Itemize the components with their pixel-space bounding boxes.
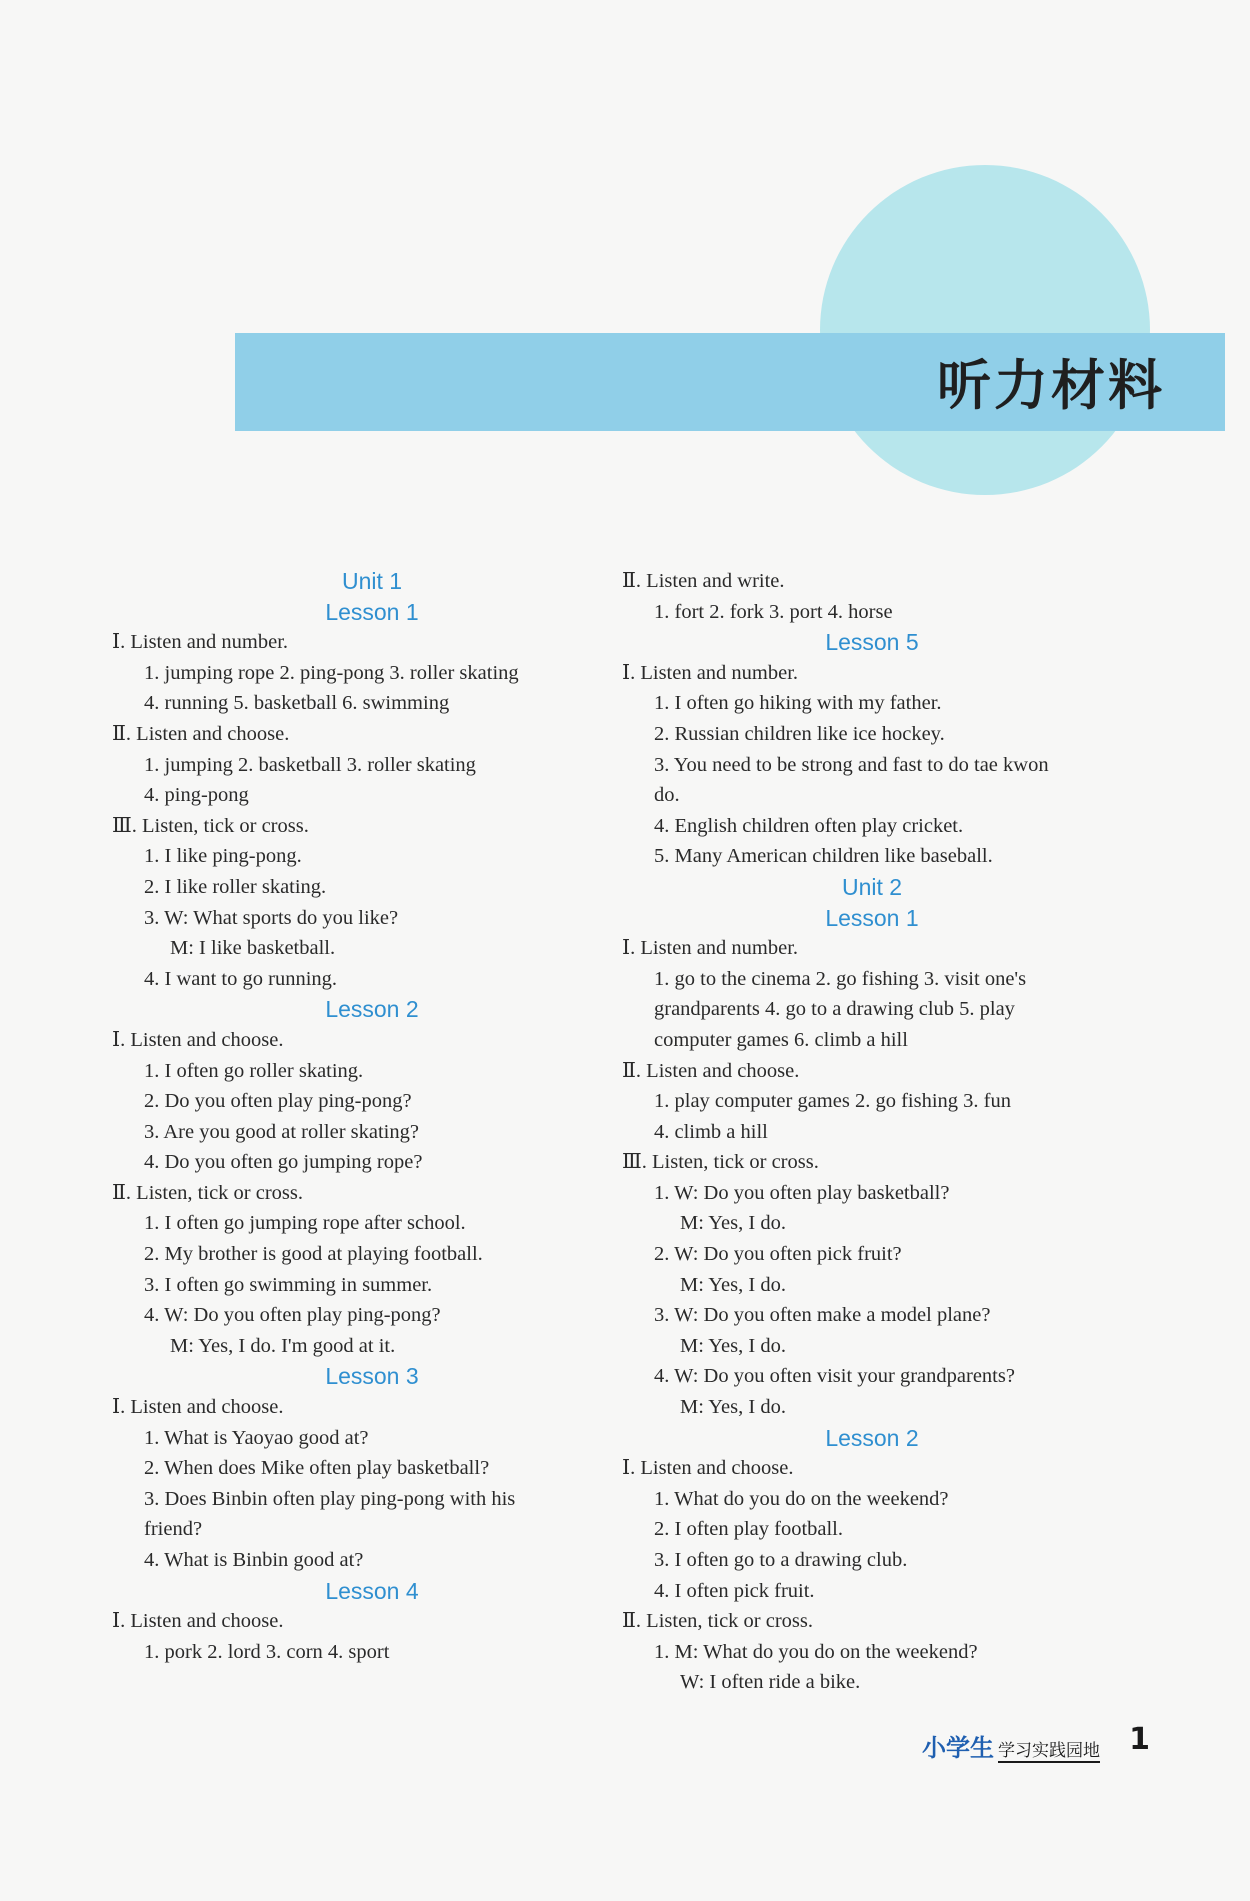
section-heading: Ⅰ. Listen and number. <box>112 631 289 654</box>
text-line: 4. English children often play cricket. <box>654 814 964 837</box>
text-line: 1. pork 2. lord 3. corn 4. sport <box>144 1640 390 1663</box>
text-line: friend? <box>144 1518 203 1541</box>
text-line: 2. I like roller skating. <box>144 875 327 898</box>
lesson-heading: Unit 2 <box>841 873 903 900</box>
text-line: 1. M: What do you do on the weekend? <box>654 1640 978 1663</box>
text-line: M: Yes, I do. I'm good at it. <box>170 1334 396 1357</box>
text-line: 1. I often go hiking with my father. <box>654 692 942 715</box>
lesson-heading: Lesson 4 <box>325 1577 419 1604</box>
left-column <box>112 566 632 1667</box>
text-line: 3. W: What sports do you like? <box>144 906 399 929</box>
text-line: 3. Are you good at roller skating? <box>144 1120 419 1143</box>
section-heading: Ⅱ. Listen and write. <box>622 570 785 592</box>
text-line: M: Yes, I do. <box>680 1334 786 1357</box>
lesson-heading: Lesson 3 <box>325 1363 419 1390</box>
lesson-heading: Lesson 1 <box>825 904 919 931</box>
text-line: 1. I like ping-pong. <box>144 845 302 868</box>
text-line: 1. play computer games 2. go fishing 3. fun <box>654 1090 1011 1113</box>
text-line: 1. jumping rope 2. ping-pong 3. roller skating <box>144 661 519 684</box>
text-line: 3. I often go to a drawing club. <box>654 1549 908 1571</box>
brand-title: 小学生 <box>922 1734 994 1762</box>
text-line: grandparents 4. go to a drawing club 5. play <box>654 998 1015 1021</box>
text-line: 4. ping-pong <box>144 784 249 807</box>
section-heading: Ⅲ. Listen, tick or cross. <box>112 814 309 837</box>
text-line: W: I often ride a bike. <box>680 1671 861 1694</box>
text-line: 2. Do you often play ping-pong? <box>144 1090 412 1113</box>
text-line: 3. Does Binbin often play ping-pong with his <box>144 1487 516 1510</box>
text-line: 2. My brother is good at playing football. <box>144 1243 483 1266</box>
text-line: 4. I want to go running. <box>144 967 338 990</box>
lesson-heading: Unit 1 <box>341 568 403 594</box>
text-line: M: Yes, I do. <box>680 1273 786 1296</box>
section-heading: Ⅰ. Listen and number. <box>622 661 799 684</box>
text-line: 2. I often play football. <box>654 1518 844 1541</box>
text-line: 4. What is Binbin good at? <box>144 1549 364 1571</box>
text-line: 1. I often go jumping rope after school. <box>144 1212 466 1235</box>
right-column <box>622 566 1122 1698</box>
section-heading: Ⅱ. Listen, tick or cross. <box>112 1181 303 1204</box>
page-title: 听力材料 <box>937 354 1165 417</box>
text-line: 3. I often go swimming in summer. <box>144 1273 433 1296</box>
text-line: 4. climb a hill <box>654 1120 768 1143</box>
section-heading: Ⅲ. Listen, tick or cross. <box>622 1151 819 1174</box>
text-line: 5. Many American children like baseball. <box>654 845 993 868</box>
decorative-circle <box>820 165 1150 495</box>
text-line: 4. Do you often go jumping rope? <box>144 1151 423 1174</box>
text-line: 4. I often pick fruit. <box>654 1579 815 1602</box>
text-line: 1. go to the cinema 2. go fishing 3. visit one's <box>654 967 1027 990</box>
text-line: 4. running 5. basketball 6. swimming <box>144 692 450 715</box>
text-line: 1. What do you do on the weekend? <box>654 1487 949 1510</box>
section-heading: Ⅰ. Listen and choose. <box>112 1396 284 1419</box>
text-line: 1. fort 2. fork 3. port 4. horse <box>654 600 893 623</box>
text-line: 2. Russian children like ice hockey. <box>654 722 945 745</box>
text-line: 3. You need to be strong and fast to do tae kwon <box>654 753 1049 776</box>
text-line: 4. W: Do you often play ping-pong? <box>144 1304 441 1327</box>
section-heading: Ⅰ. Listen and choose. <box>112 1610 284 1633</box>
footer-brand <box>922 1728 1100 1763</box>
section-heading: Ⅰ. Listen and number. <box>622 937 799 960</box>
text-line: computer games 6. climb a hill <box>654 1028 908 1051</box>
text-line: 2. When does Mike often play basketball? <box>144 1457 490 1480</box>
text-line: M: Yes, I do. <box>680 1212 786 1235</box>
brand-subtitle: 学习实践园地 <box>998 1736 1100 1763</box>
lesson-heading: Lesson 1 <box>325 598 419 625</box>
text-line: M: I like basketball. <box>170 937 336 960</box>
lesson-heading: Lesson 2 <box>325 996 419 1023</box>
text-line: 2. W: Do you often pick fruit? <box>654 1243 902 1266</box>
section-heading: Ⅱ. Listen and choose. <box>622 1059 800 1082</box>
text-line: 1. jumping 2. basketball 3. roller skating <box>144 753 476 776</box>
text-line: 1. I often go roller skating. <box>144 1059 364 1082</box>
text-line: 1. W: Do you often play basketball? <box>654 1181 950 1204</box>
section-heading: Ⅱ. Listen and choose. <box>112 722 290 745</box>
section-heading: Ⅰ. Listen and choose. <box>622 1457 794 1480</box>
title-banner <box>235 333 1225 431</box>
section-heading: Ⅱ. Listen, tick or cross. <box>622 1610 813 1633</box>
text-line: 1. What is Yaoyao good at? <box>144 1426 369 1449</box>
text-line: do. <box>654 784 680 807</box>
page-number: 1 <box>1129 1722 1150 1757</box>
text-line: 4. W: Do you often visit your grandparents? <box>654 1365 1015 1388</box>
text-line: 3. W: Do you often make a model plane? <box>654 1304 991 1327</box>
lesson-heading: Lesson 2 <box>825 1424 919 1451</box>
lesson-heading: Lesson 5 <box>825 629 919 656</box>
section-heading: Ⅰ. Listen and choose. <box>112 1028 284 1051</box>
text-line: M: Yes, I do. <box>680 1396 786 1419</box>
